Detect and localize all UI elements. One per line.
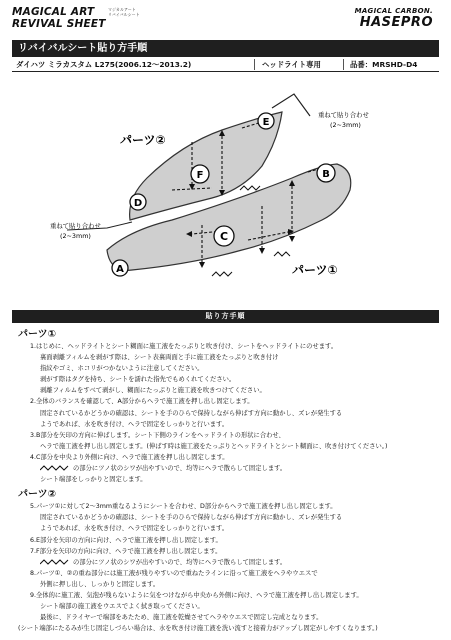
brand-line1: MAGICAL ART (12, 6, 95, 18)
overlap-right-text2: (2~3mm) (330, 121, 361, 129)
instruction-line: 6.E部分を矢印の方向に向け、ヘラで施工液を押し出し固定します。 (30, 536, 222, 544)
instruction-line: 5.パーツ①に対して2～3mm重なるようにシートを合わせ、D部分からヘラで施工液を押し出し固定します。 (30, 503, 337, 511)
installation-diagram (12, 80, 439, 310)
marker-f (191, 165, 209, 183)
brand-sub2: リバイバルシート (108, 12, 140, 17)
maker-top: MAGICAL CARBON. (354, 7, 433, 15)
wrinkle-icon (40, 465, 70, 471)
overlap-right-text1: 重ねて貼り合わせ (318, 111, 369, 119)
marker-b-label: B (322, 169, 330, 180)
marker-d-label: D (133, 198, 143, 209)
instructions (18, 327, 438, 634)
marker-c-label: C (219, 230, 229, 243)
instruction-text: の部分にツノ状のシワが出やすいので、均等にヘラで散らして固定します。 (73, 465, 287, 473)
instruction-line: 8.パーツ①、②の重ね部分には施工液が残りやすいので重ねたラインに沿って施工液をヘラやウエスで (30, 569, 318, 577)
overlap-left-text1: 重ねて貼り合わせ (50, 222, 101, 230)
marker-a-label: A (116, 264, 124, 275)
instruction-line-wrinkle (18, 557, 438, 568)
instruction-line: ようであれば、水を吹き付け、ヘラで固定をしっかりと行います。 (40, 420, 229, 428)
revival-sheet-logo (12, 6, 140, 30)
instruction-line: 外側に押し出し、しっかりと固定します。 (40, 580, 160, 588)
instruction-line: ヘラで施工液を押し出し固定します。(伸ばす時は施工液をたっぷりとヘッドライトとシート糊面に、吹き付けてください。) (40, 442, 388, 450)
wrinkle-icon (40, 559, 70, 565)
instruction-line: 裏面剥離フィルムを剥がす際は、シート表裏両面と手に施工液をたっぷりと吹き付け (40, 354, 279, 362)
hasepro-logo (355, 7, 433, 30)
page-title: リバイバルシート貼り方手順 (12, 40, 439, 57)
marker-e-label: E (262, 117, 270, 128)
instruction-line: シート端部の施工液をウエスでよく拭き取ってください。 (40, 603, 204, 611)
instruction-line: 4.C部分を中央より外側に向け、ヘラで施工液を押し出し固定します。 (30, 453, 229, 461)
part1-label: パーツ① (292, 263, 338, 277)
divider (254, 59, 255, 70)
instruction-text: の部分にツノ状のシワが出やすいので、均等にヘラで散らして固定します。 (73, 558, 287, 566)
instruction-line: ようであれば、水を吹き付け、ヘラで固定をしっかりと行います。 (40, 525, 229, 533)
instruction-line: 7.F部分を矢印の方向に向け、ヘラで施工液を押し出し固定します。 (30, 547, 222, 555)
product-info-row (12, 57, 439, 72)
divider (343, 59, 344, 70)
instruction-line: 剥がす際はタグを持ち、シートを濡れた指先でもめくれてください。 (40, 376, 236, 384)
marker-d (130, 194, 146, 210)
instruction-line-wrinkle (18, 463, 438, 474)
brand-line2: REVIVAL SHEET (12, 18, 106, 30)
instruction-line: 最後に、ドライヤーで端部をあたため、施工液を乾燥させてヘラやウエスで固定し完成となります。 (40, 614, 323, 622)
instruction-line: 指紋やゴミ、ホコリがつかないように注意してください。 (40, 365, 204, 373)
part1-heading: パーツ① (18, 329, 57, 340)
instruction-line: シート端部をしっかりと固定します。 (40, 476, 147, 484)
part2-label: パーツ② (120, 133, 166, 147)
marker-f-label: F (196, 170, 204, 181)
brand-sub (108, 7, 148, 17)
instruction-line: 剥離フィルムをすべて剥がし、糊面にたっぷりと施工液を吹きつけてください。 (40, 387, 266, 395)
instruction-line: 2.全体のバランスを確認して、A部分からヘラで施工液を押し出し固定します。 (30, 398, 254, 406)
section-title-bar: 貼り方手順 (12, 310, 439, 323)
maker-main: HASEPRO (359, 15, 433, 30)
part-number: 品番：MRSHD-D4 (350, 60, 418, 69)
instruction-line: 3.B部分を矢印の方向に伸ばします。シート下側のラインをヘッドライトの形状に合わせ、 (30, 431, 285, 439)
marker-c (214, 226, 234, 246)
instruction-line: 固定されているかどうかの確認は、シートを手のひらで保持しながら伸ばす方向に動かし、ズレが発生する (40, 409, 343, 417)
instruction-note: (シート端部にたるみが生じ固定しづらい場合は、水を吹き付け施工液を洗い流すと接着力がアップし固定がしやすくなります。) (18, 625, 378, 633)
marker-b (317, 164, 335, 182)
page-header (0, 0, 451, 40)
marker-a (112, 260, 128, 276)
marker-e (258, 113, 274, 129)
part2-heading: パーツ② (18, 489, 57, 501)
vehicle-model: ダイハツ ミラカスタム L275(2006.12～2013.2) (16, 60, 192, 69)
instruction-line: 固定されているかどうかの確認は、シートを手のひらで保持しながら伸ばす方向に動かし、ズレが発生する (40, 514, 343, 522)
instruction-line: 1.はじめに、ヘッドライトとシート糊面に施工液をたっぷりと吹き付け、シートをヘッドライトにのせます。 (30, 343, 338, 350)
diagram-svg (12, 80, 439, 310)
brand-sub1: マジカルアート (108, 7, 136, 12)
overlap-left-text2: (2~3mm) (60, 232, 91, 240)
usage-label: ヘッドライト専用 (262, 60, 321, 69)
instruction-line: 9.全体的に施工液、気泡が残らないように気をつけながら中央から外側に向け、ヘラで施工液を押し出し固定します。 (30, 591, 363, 599)
